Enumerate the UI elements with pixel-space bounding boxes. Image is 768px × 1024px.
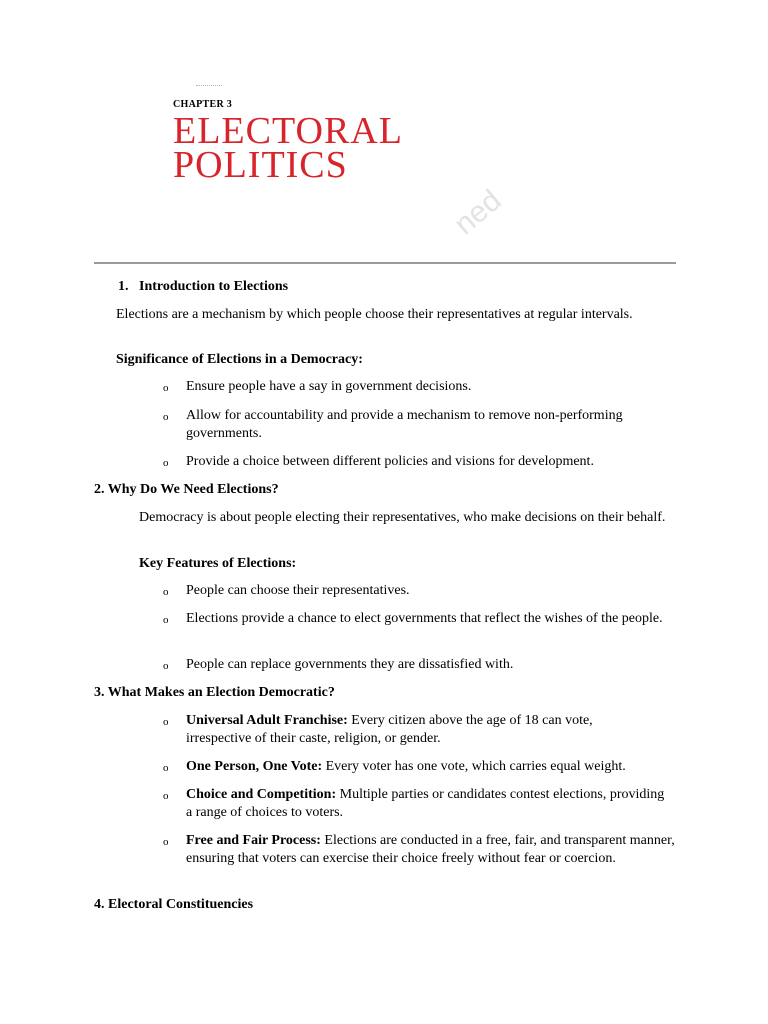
section-1-subheading: Significance of Elections in a Democracy:: [116, 352, 363, 367]
section-4-heading: 4. Electoral Constituencies: [94, 897, 254, 912]
chapter-title: [173, 110, 403, 186]
section-2-intro: Democracy is about people electing their representatives, who make decisions on their behalf.: [139, 510, 666, 525]
bullet-icon: o: [163, 411, 169, 423]
section-1-number: 1.: [118, 279, 129, 294]
section-3-item-3-term: Choice and Competition:: [186, 787, 337, 802]
section-3-item-1-term: Universal Adult Franchise:: [186, 713, 348, 728]
section-3-item-4: [186, 832, 678, 868]
bullet-icon: o: [163, 790, 169, 802]
section-3-item-2-term: One Person, One Vote:: [186, 759, 323, 774]
section-3-item-1: [186, 712, 656, 748]
section-1-item-1: Ensure people have a say in government decisions.: [186, 379, 472, 394]
section-3-item-4-term: Free and Fair Process:: [186, 833, 321, 848]
bullet-icon: o: [163, 716, 169, 728]
section-3-item-4-text: Elections are conducted in a free, fair, and transparent manner, ensuring that voters can exercise their choice freely without fear or coercion.: [186, 833, 675, 866]
chapter-title-line-2: POLITICS: [173, 144, 348, 186]
section-3-item-2-text: Every voter has one vote, which carries equal weight.: [322, 759, 626, 774]
section-2-subheading: Key Features of Elections:: [139, 556, 297, 571]
section-1-item-2: Allow for accountability and provide a mechanism to remove non-performing governments.: [186, 408, 623, 441]
chapter-label: CHAPTER 3: [173, 99, 233, 110]
bullet-icon: o: [163, 836, 169, 848]
watermark-text: ned: [448, 183, 508, 242]
bullet-icon: o: [163, 762, 169, 774]
header-divider: [94, 262, 676, 264]
section-1-item-3: Provide a choice between different policies and visions for development.: [186, 454, 594, 469]
section-1-heading: Introduction to Elections: [139, 279, 289, 294]
section-2-item-1: People can choose their representatives.: [186, 583, 410, 598]
section-3-item-2: [186, 758, 686, 776]
bullet-icon: o: [163, 457, 169, 469]
section-3-item-3-text: Multiple parties or candidates contest elections, providing a range of choices to voters.: [186, 787, 665, 820]
bullet-icon: o: [163, 660, 169, 672]
bullet-icon: o: [163, 382, 169, 394]
section-2-item-2: Elections provide a chance to elect governments that reflect the wishes of the people.: [186, 611, 663, 626]
section-3-item-3: [186, 786, 666, 822]
section-2-heading: 2. Why Do We Need Elections?: [94, 482, 279, 497]
chapter-title-line-1: ELECTORAL: [173, 110, 403, 152]
section-3-item-1-text: Every citizen above the age of 18 can vote, irrespective of their caste, religion, or gender.: [186, 713, 593, 746]
decorative-mark: [196, 85, 222, 88]
section-2-item-3: People can replace governments they are dissatisfied with.: [186, 657, 514, 672]
bullet-icon: o: [163, 614, 169, 626]
section-3-heading: 3. What Makes an Election Democratic?: [94, 685, 335, 700]
section-1-intro: Elections are a mechanism by which people choose their representatives at regular intervals.: [116, 307, 633, 322]
bullet-icon: o: [163, 586, 169, 598]
